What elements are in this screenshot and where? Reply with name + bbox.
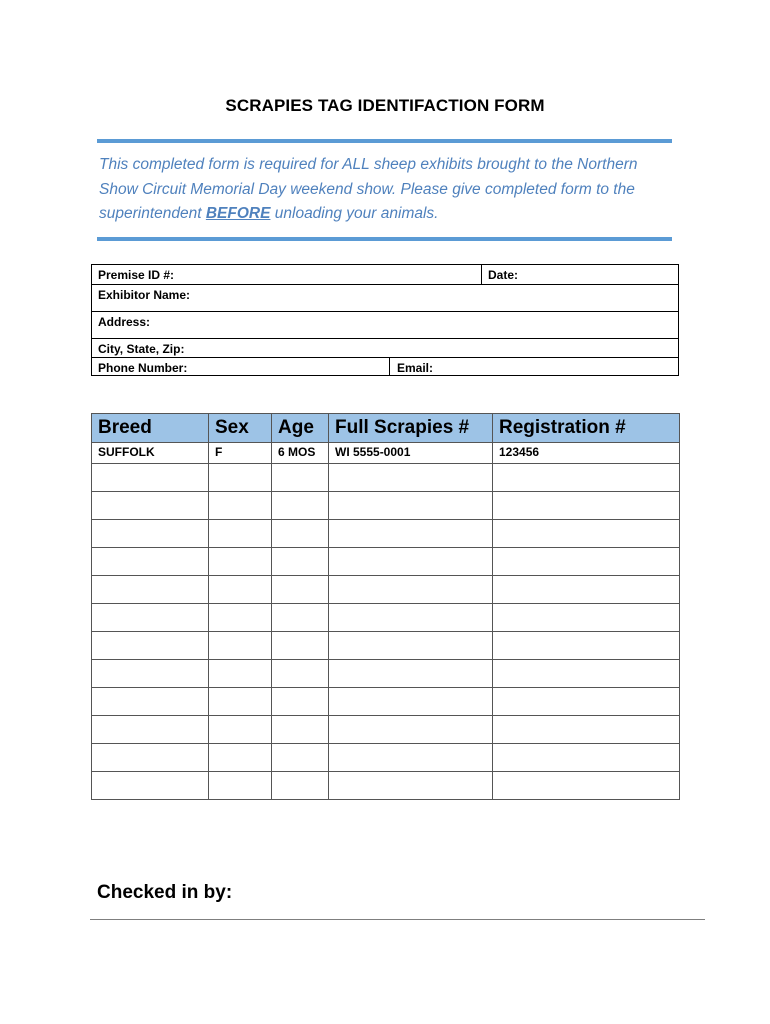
table-row — [92, 492, 680, 520]
table-row — [92, 632, 680, 660]
registration-cell[interactable] — [493, 548, 680, 576]
table-row — [92, 520, 680, 548]
age-cell[interactable] — [272, 772, 329, 800]
scrapies-cell[interactable] — [329, 464, 493, 492]
sex-cell[interactable] — [209, 520, 272, 548]
scrapies-cell[interactable] — [329, 688, 493, 716]
scrapies-cell[interactable] — [329, 632, 493, 660]
registration-cell[interactable] — [493, 604, 680, 632]
age-cell[interactable] — [272, 688, 329, 716]
table-row — [92, 604, 680, 632]
registration-cell[interactable] — [493, 632, 680, 660]
registration-cell[interactable] — [493, 464, 680, 492]
column-header-full-scrapies: Full Scrapies # — [329, 414, 493, 443]
table-row — [92, 744, 680, 772]
age-cell[interactable] — [272, 576, 329, 604]
sex-cell[interactable] — [209, 632, 272, 660]
city-state-zip-field[interactable]: City, State, Zip: — [98, 342, 185, 356]
intro-text-before: This completed form is required for ALL sheep exhibits brought to the Northern Show Circuit Memorial Day weekend show. Please give completed form to the superintendent — [99, 156, 638, 222]
registration-cell[interactable] — [493, 716, 680, 744]
registration-cell[interactable] — [493, 660, 680, 688]
scrapies-cell[interactable] — [329, 520, 493, 548]
column-header-sex: Sex — [209, 414, 272, 443]
sex-cell[interactable] — [209, 604, 272, 632]
column-header-registration: Registration # — [493, 414, 680, 443]
breed-cell[interactable] — [92, 744, 209, 772]
scrapies-cell[interactable] — [329, 744, 493, 772]
age-cell[interactable] — [272, 744, 329, 772]
breed-cell[interactable] — [92, 660, 209, 688]
exhibitor-name-field[interactable]: Exhibitor Name: — [98, 288, 191, 302]
table-row — [92, 464, 680, 492]
intro-text-after: unloading your animals. — [270, 205, 439, 222]
table-row — [92, 443, 680, 464]
registration-cell[interactable]: 123456 — [493, 443, 680, 464]
breed-cell[interactable] — [92, 716, 209, 744]
table-row — [92, 548, 680, 576]
sex-cell[interactable] — [209, 548, 272, 576]
breed-cell[interactable] — [92, 576, 209, 604]
registration-cell[interactable] — [493, 688, 680, 716]
date-field[interactable]: Date: — [488, 268, 519, 282]
breed-cell[interactable] — [92, 548, 209, 576]
registration-cell[interactable] — [493, 772, 680, 800]
age-cell[interactable] — [272, 660, 329, 688]
scrapies-cell[interactable] — [329, 492, 493, 520]
exhibitor-info-box — [91, 264, 679, 376]
info-divider — [92, 357, 678, 358]
sex-cell[interactable] — [209, 492, 272, 520]
table-row — [92, 772, 680, 800]
registration-cell[interactable] — [493, 744, 680, 772]
signature-line[interactable] — [90, 919, 705, 920]
age-cell[interactable] — [272, 716, 329, 744]
breed-cell[interactable] — [92, 520, 209, 548]
info-divider — [481, 265, 482, 284]
column-header-breed: Breed — [92, 414, 209, 443]
scrapies-cell[interactable] — [329, 548, 493, 576]
phone-number-field[interactable]: Phone Number: — [98, 361, 188, 375]
table-row — [92, 660, 680, 688]
age-cell[interactable] — [272, 632, 329, 660]
age-cell[interactable] — [272, 520, 329, 548]
checked-in-by-label: Checked in by: — [97, 882, 233, 903]
table-row — [92, 716, 680, 744]
breed-cell[interactable] — [92, 604, 209, 632]
address-field[interactable]: Address: — [98, 315, 151, 329]
breed-cell[interactable]: SUFFOLK — [92, 443, 209, 464]
scrapies-cell[interactable] — [329, 604, 493, 632]
age-cell[interactable]: 6 MOS — [272, 443, 329, 464]
info-divider — [389, 357, 390, 376]
age-cell[interactable] — [272, 492, 329, 520]
top-divider — [97, 139, 672, 143]
column-header-age: Age — [272, 414, 329, 443]
form-title: SCRAPIES TAG IDENTIFACTION FORM — [225, 96, 545, 115]
intro-text — [99, 153, 679, 227]
age-cell[interactable] — [272, 548, 329, 576]
breed-cell[interactable] — [92, 772, 209, 800]
breed-cell[interactable] — [92, 688, 209, 716]
info-divider — [92, 284, 678, 285]
sex-cell[interactable] — [209, 744, 272, 772]
scrapies-cell[interactable]: WI 5555-0001 — [329, 443, 493, 464]
sex-cell[interactable]: F — [209, 443, 272, 464]
breed-cell[interactable] — [92, 632, 209, 660]
registration-cell[interactable] — [493, 520, 680, 548]
sex-cell[interactable] — [209, 688, 272, 716]
scrapies-cell[interactable] — [329, 660, 493, 688]
sex-cell[interactable] — [209, 716, 272, 744]
premise-id-field[interactable]: Premise ID #: — [98, 268, 175, 282]
info-divider — [92, 338, 678, 339]
scrapies-cell[interactable] — [329, 772, 493, 800]
breed-cell[interactable] — [92, 464, 209, 492]
registration-cell[interactable] — [493, 576, 680, 604]
table-header-row — [92, 414, 680, 443]
registration-cell[interactable] — [493, 492, 680, 520]
animal-table — [91, 413, 680, 800]
age-cell[interactable] — [272, 464, 329, 492]
sex-cell[interactable] — [209, 464, 272, 492]
intro-text-emphasis: BEFORE — [205, 205, 271, 222]
email-field[interactable]: Email: — [397, 361, 434, 375]
table-row — [92, 576, 680, 604]
sex-cell[interactable] — [209, 576, 272, 604]
scrapies-cell[interactable] — [329, 576, 493, 604]
sex-cell[interactable] — [209, 660, 272, 688]
scrapies-cell[interactable] — [329, 716, 493, 744]
table-row — [92, 688, 680, 716]
breed-cell[interactable] — [92, 492, 209, 520]
bottom-divider — [97, 237, 672, 241]
age-cell[interactable] — [272, 604, 329, 632]
sex-cell[interactable] — [209, 772, 272, 800]
info-divider — [92, 311, 678, 312]
